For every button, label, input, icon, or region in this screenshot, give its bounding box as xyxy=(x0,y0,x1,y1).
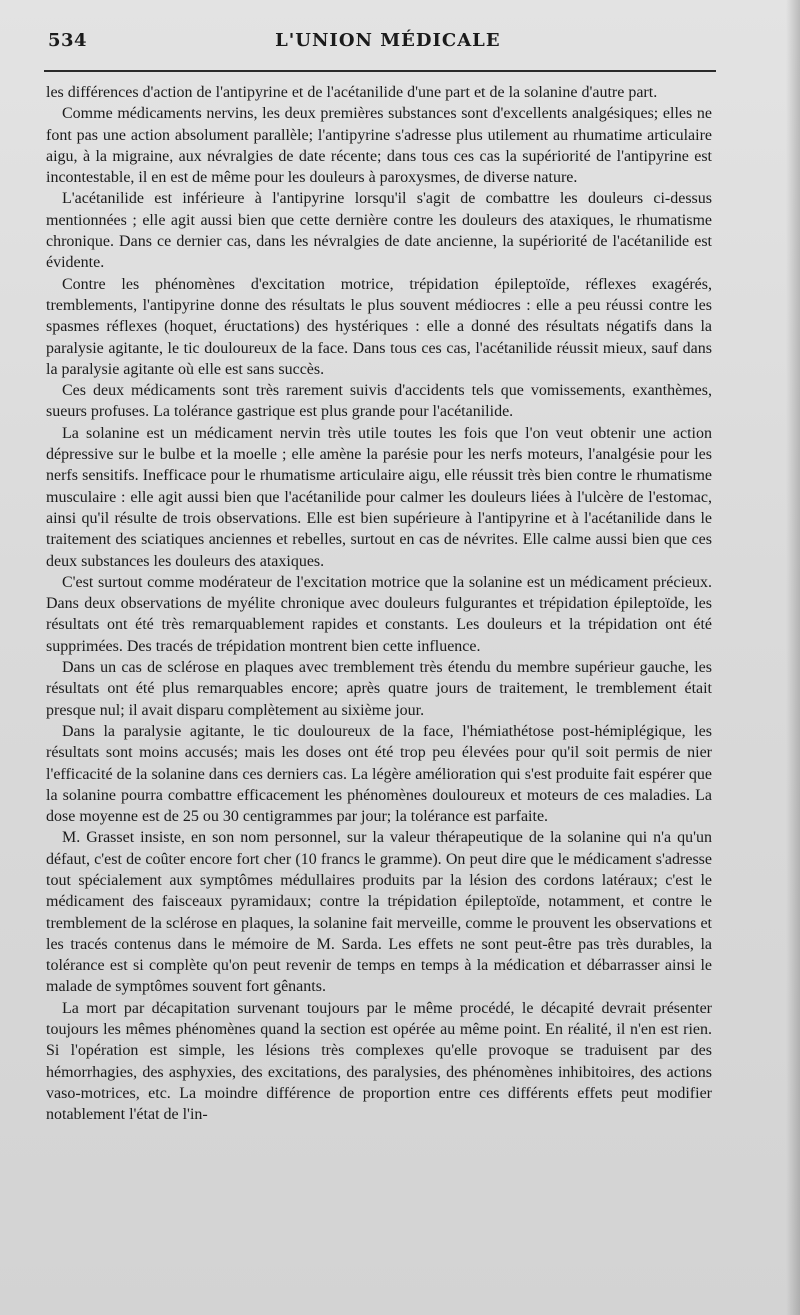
paragraph: Dans un cas de sclérose en plaques avec tremblement très étendu du membre supérieur gauche, les résultats ont été plus remarquables encore; après quatre jours de traitement, le tremblement était presque nul; il avait disparu complètement au sixième jour. xyxy=(46,659,712,719)
paragraph: Dans la paralysie agitante, le tic douloureux de la face, l'hémiathétose post-hémiplégique, les résultats sont moins accusés; mais les doses ont été trop peu élevées pour qu'il soit permis de nier l'efficacité de la solanine dans ces derniers cas. La légère amélioration qui s'est produite fait espérer que la solanine pourra combattre efficacement les phénomènes douloureux et moteurs de ces maladies. La dose moyenne est de 25 ou 30 centigrammes par jour; la tolérance est parfaite. xyxy=(46,722,712,826)
paragraph: Ces deux médicaments sont très rarement suivis d'accidents tels que vomissements, exanthèmes, sueurs profuses. La tolérance gastrique est plus grande pour l'acétanilide. xyxy=(46,382,712,421)
paragraph: La mort par décapitation survenant toujours par le même procédé, le décapité devrait présenter toujours les mêmes phénomènes quand la section est opérée au même point. En réalité, il n'en est rien. Si l'opération est simple, les lésions très complexes qu'elle provoque se traduisent par des hémorrhagies, des asphyxies, des excitations, des paralysies, des phénomènes inhibitoires, des actions vaso-motrices, etc. La moindre différence de proportion entre ces différents effets peut modifier notablement l'état de l'in- xyxy=(46,999,712,1124)
page-edge-shadow xyxy=(786,0,800,1315)
paragraph: M. Grasset insiste, en son nom personnel, sur la valeur thérapeutique de la solanine qui n'a qu'un défaut, c'est de coûter encore fort cher (10 francs le gramme). On peut dire que le médicament s'adresse tout spécialement aux symptômes médullaires produits par la lésion des cordons latéraux; c'est le médicament des faisceaux pyramidaux; contre la trépidation épileptoïde, notamment, et contre le tremblement de la sclérose en plaques, la solanine fait merveille, comme le prouvent les observations et les tracés contenus dans le mémoire de M. Sarda. Les effets ne sont peut-être pas très durables, la tolérance est si complète qu'on peut revenir de temps en temps à la médication et débarrasser ainsi le malade de symptômes souvent fort gênants. xyxy=(46,829,712,996)
running-title: L'UNION MÉDICALE xyxy=(275,30,501,51)
paragraph: C'est surtout comme modérateur de l'excitation motrice que la solanine est un médicament précieux. Dans deux observations de myélite chronique avec douleurs fulgurantes et trépidation épileptoïde, les résultats ont été très remarquablement rapides et constants. Les douleurs et la trépidation ont été supprimées. Des tracés de trépidation montrent bien cette influence. xyxy=(46,573,712,655)
paragraph-continuation: les différences d'action de l'antipyrine et de l'acétanilide d'une part et de la solanine d'autre part. xyxy=(46,84,658,101)
header-rule xyxy=(44,70,716,72)
page-header xyxy=(46,30,712,66)
paragraph: Contre les phénomènes d'excitation motrice, trépidation épileptoïde, réflexes exagérés, tremblements, l'antipyrine donne des résultats le plus souvent médiocres : elle a peu réussi contre les spasmes réflexes (hoquet, éructations) des hystériques : elle a donné des résultats négatifs dans la paralysie agitante, le tic douloureux de la face. Dans tous ces cas, l'acétanilide réussit mieux, sauf dans la paralysie agitante où elle est sans succès. xyxy=(46,275,712,378)
body-text xyxy=(46,82,712,1126)
page-number: 534 xyxy=(48,30,88,51)
paragraph: La solanine est un médicament nervin très utile toutes les fois que l'on veut obtenir une action dépressive sur le bulbe et la moelle ; elle amène la parésie pour les nerfs moteurs, l'analgésie pour les nerfs sensitifs. Inefficace pour le rhumatisme articulaire aigu, elle réussit très bien contre le rhumatisme musculaire : elle agit aussi bien que l'acétanilide pour calmer les douleurs liées à l'ulcère de l'estomac, ainsi qu'il résulte de trois observations. Elle est bien supérieure à l'antipyrine et à l'acétanilide dans le traitement des sciatiques anciennes et rebelles, surtout en cas de névrites. Elle calme aussi bien que ces deux substances les douleurs des ataxiques. xyxy=(46,424,712,570)
paragraph: Comme médicaments nervins, les deux premières substances sont d'excellents analgésiques; elles ne font pas une action absolument parallèle; l'antipyrine s'adresse plus utilement au rhumatime articulaire aigu, à la migraine, aux névralgies de date récente; dans tous ces cas la supériorité de l'antipyrine est incontestable, il en est de même pour les douleurs à paroxysmes, de diverse nature. xyxy=(46,105,712,187)
paragraph: L'acétanilide est inférieure à l'antipyrine lorsqu'il s'agit de combattre les douleurs ci-dessus mentionnées ; elle agit aussi bien que cette dernière contre les douleurs des ataxiques, le rhumatisme chronique. Dans ce dernier cas, dans les névralgies de date ancienne, la supériorité de l'acétanilide est évidente. xyxy=(46,190,712,272)
